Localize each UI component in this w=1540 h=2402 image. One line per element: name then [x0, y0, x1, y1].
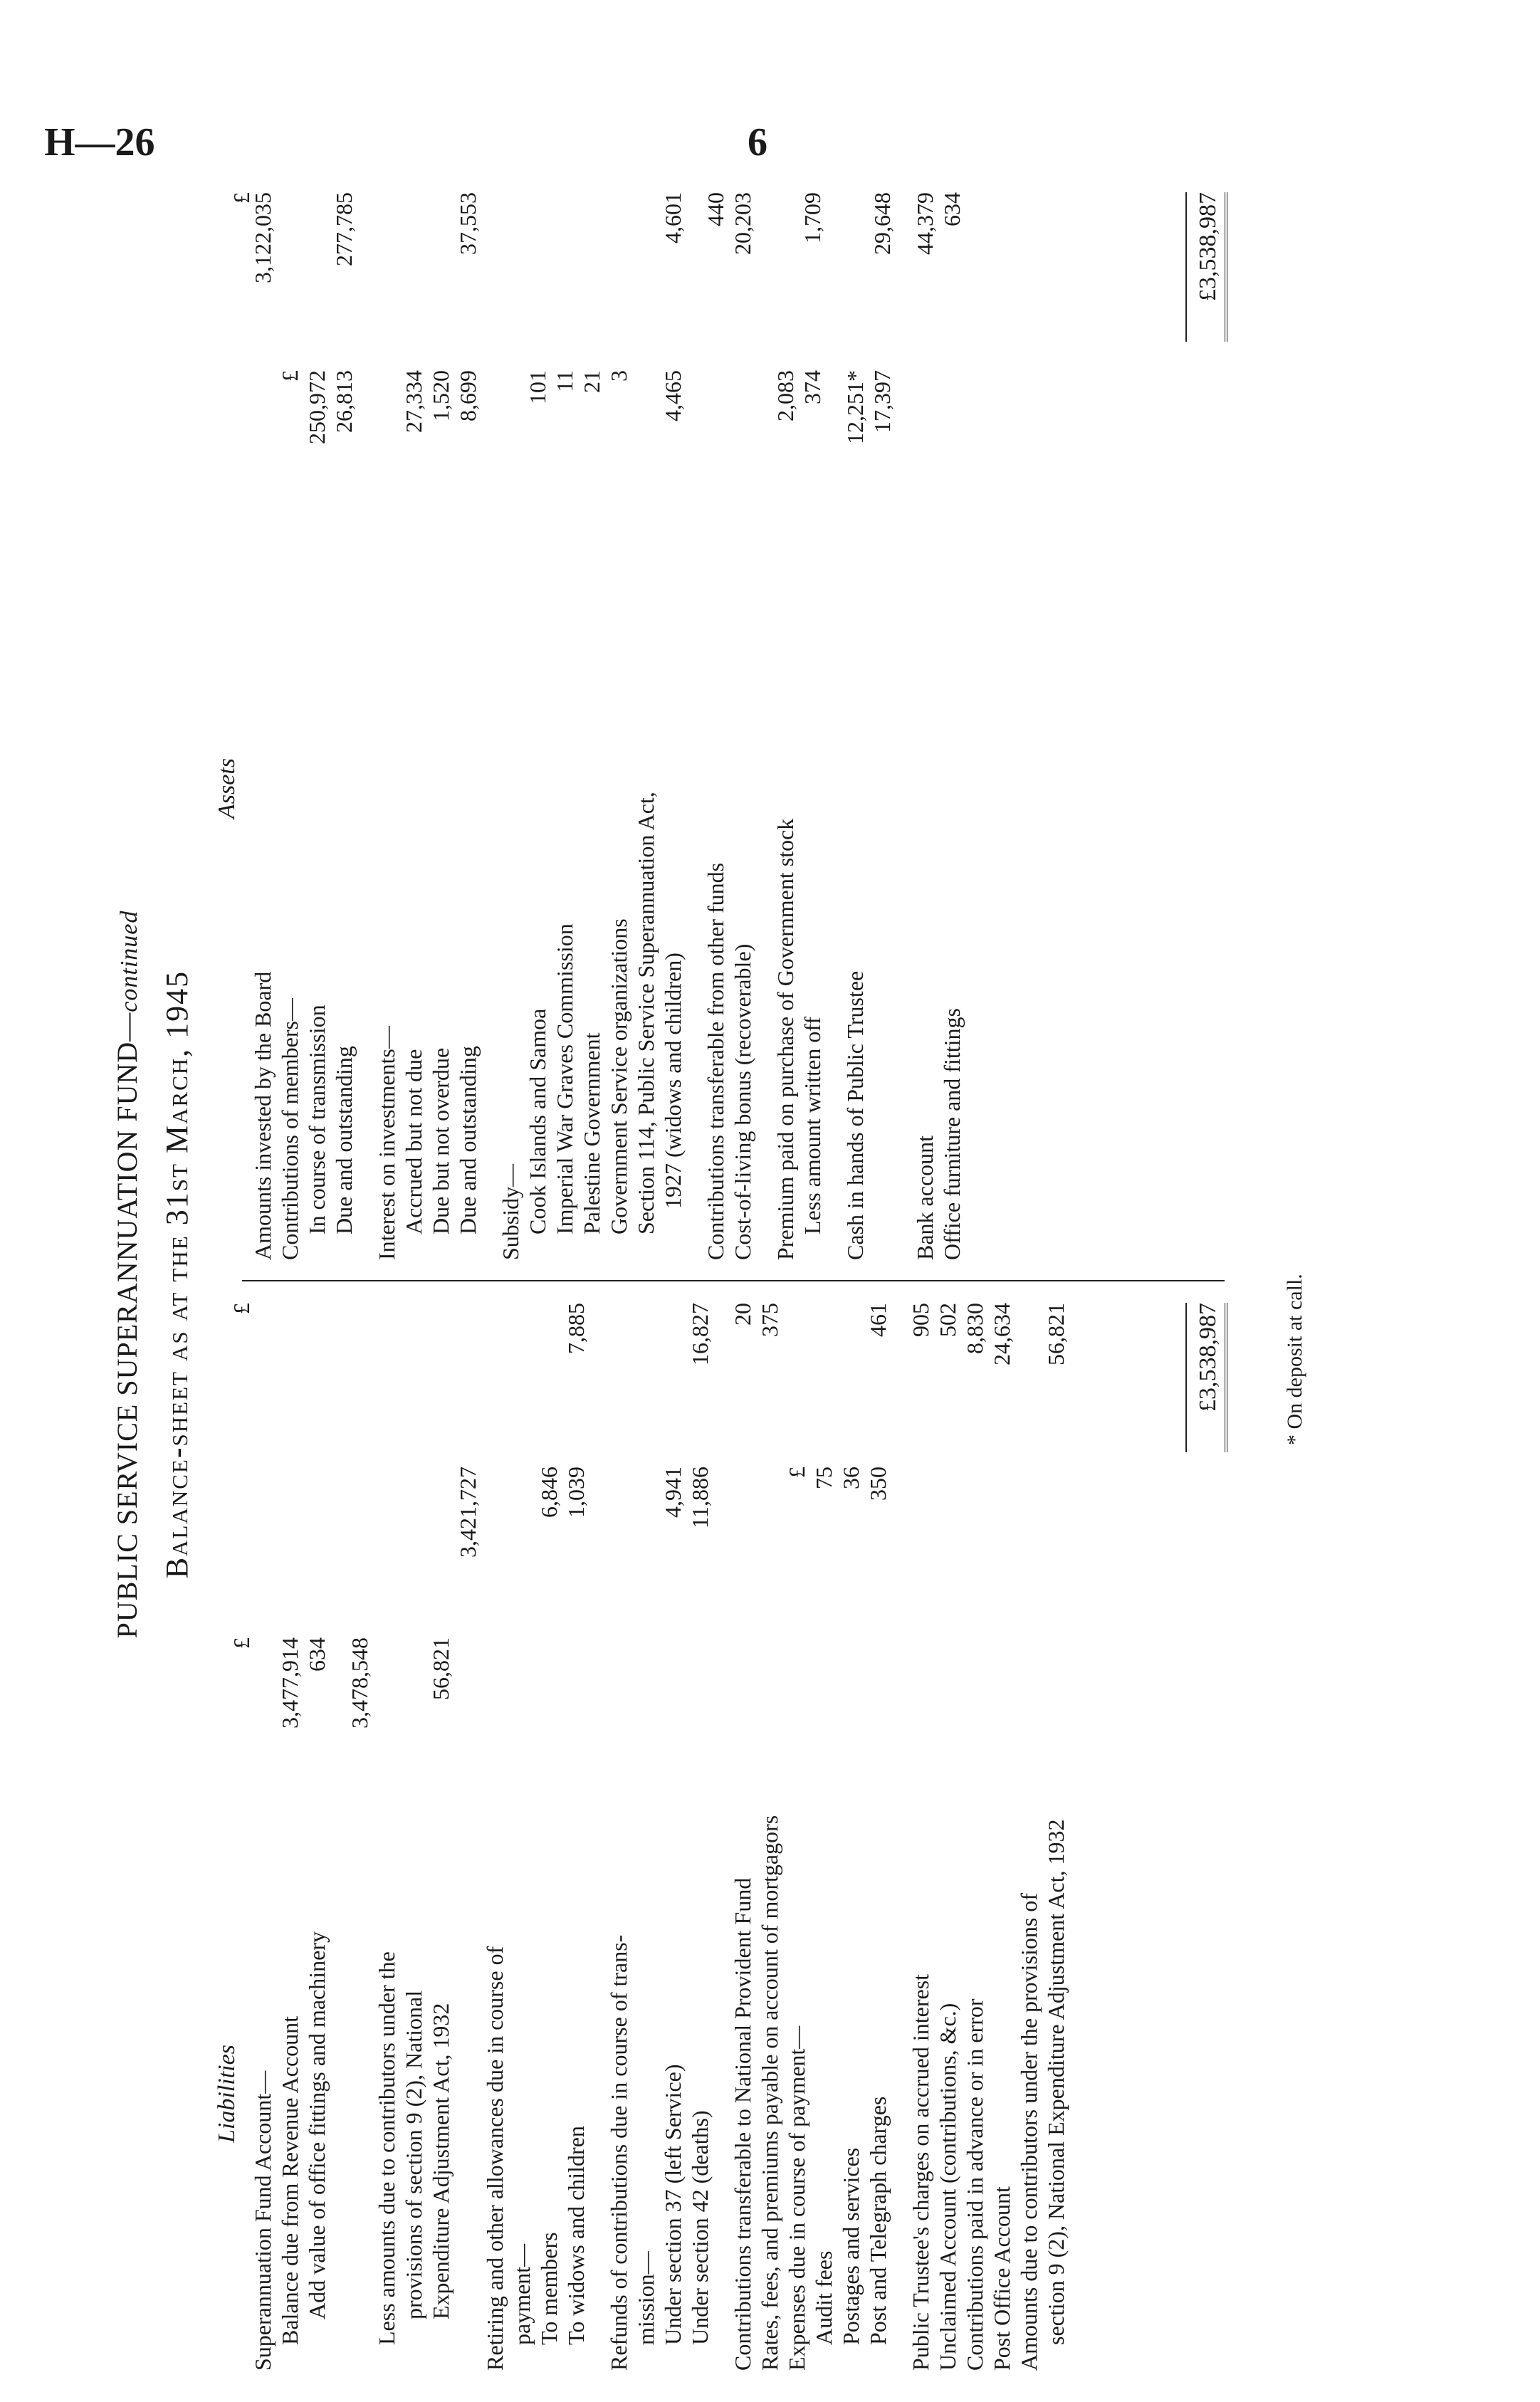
- table-row: [729, 1303, 756, 2371]
- row-label: Under section 37 (left Service): [660, 2064, 686, 2345]
- assets-heading: Assets: [214, 758, 240, 819]
- row-amount: 56,821: [1043, 1303, 1069, 1365]
- liabilities-total-rule: [1185, 1303, 1187, 1452]
- row-label: Public Trustee's charges on accrued interest: [908, 1973, 933, 2371]
- spacer: [357, 178, 373, 1260]
- spacer: [330, 1303, 346, 2371]
- row-label: To widows and children: [563, 2126, 589, 2345]
- column-divider: [242, 1280, 1225, 1281]
- row-label: Cash in hands of Public Trustee: [842, 970, 868, 1260]
- table-row: [934, 1303, 961, 2371]
- table-row: [276, 178, 303, 1260]
- row-amount: 26,813: [331, 370, 357, 433]
- row-amount: 17,397: [869, 370, 895, 433]
- row-label: Contributions paid in advance or in error: [962, 1998, 988, 2371]
- table-row: [837, 1303, 864, 2371]
- table-row: [869, 178, 896, 1260]
- table-row: [427, 1303, 454, 2371]
- row-label: mission—: [633, 2251, 659, 2345]
- row-amount: 8,699: [455, 370, 481, 421]
- assets-total: £3,538,987: [1195, 192, 1221, 301]
- table-row: [911, 178, 938, 1260]
- row-label: Under section 42 (deaths): [687, 2110, 713, 2345]
- footnote: * On deposit at call.: [1283, 1274, 1306, 1445]
- table-row: [454, 178, 481, 1260]
- row-label: Less amount written off: [800, 1016, 825, 1234]
- row-label: Retiring and other allowances due in course of: [482, 1946, 508, 2371]
- row-amount: 12,251*: [842, 370, 868, 444]
- row-amount: 2,083: [772, 370, 798, 421]
- row-amount: 374: [800, 370, 825, 404]
- row-label: Due but not overdue: [428, 1047, 454, 1234]
- row-amount: 21: [579, 370, 604, 393]
- table-row: [842, 178, 869, 1260]
- row-label: In course of transmission: [304, 1005, 330, 1234]
- row-amount: 375: [757, 1303, 782, 1337]
- table-row: [783, 1303, 810, 2371]
- row-label: Expenditure Adjustment Act, 1932: [428, 2003, 454, 2319]
- spacer: [686, 178, 702, 1260]
- spacer: [891, 1303, 907, 2371]
- row-label: Cook Islands and Samoa: [525, 1008, 550, 1234]
- row-label: Due and outstanding: [331, 1046, 357, 1234]
- row-amount: 56,821: [428, 1637, 454, 1700]
- table-row: [686, 1303, 713, 2371]
- row-label: Amounts due to contributors under the provisions of: [1016, 1892, 1042, 2371]
- row-amount: 20,203: [730, 192, 755, 255]
- table-row: [632, 1303, 659, 2371]
- table-row: [427, 178, 454, 1260]
- table-row: [729, 178, 756, 1260]
- sheet-subtitle: Balance-sheet as at the 31st March, 1945: [159, 970, 194, 1579]
- row-amount: 1,520: [428, 370, 454, 421]
- table-row: [907, 1303, 934, 2371]
- row-label: Subsidy—: [498, 1163, 523, 1260]
- row-label: Contributions transferable from other funds: [703, 862, 728, 1260]
- table-row: [632, 178, 659, 1260]
- table-row: [330, 178, 357, 1260]
- row-amount: 634: [304, 1637, 330, 1672]
- row-amount: 350: [865, 1467, 891, 1501]
- assets-total-double-rule: [1225, 192, 1227, 342]
- row-amount: 1,709: [800, 192, 825, 243]
- row-amount: 11,886: [687, 1467, 713, 1528]
- row-label: Add value of office fittings and machinery: [304, 1931, 330, 2319]
- table-row: [373, 178, 400, 1260]
- spacer: [896, 178, 911, 1260]
- table-row: [756, 1303, 783, 2371]
- row-amount: 905: [908, 1303, 933, 1337]
- row-amount: 4,941: [660, 1467, 686, 1518]
- row-label: provisions of section 9 (2), National: [401, 1990, 426, 2319]
- row-amount: 4,601: [660, 192, 686, 243]
- spacer: [713, 1303, 729, 2371]
- row-amount: 7,885: [563, 1303, 589, 1354]
- row-label: Palestine Government: [579, 1032, 604, 1234]
- row-amount: £: [784, 1467, 810, 1478]
- row-label: Refunds of contributions due in course of trans-: [606, 1934, 632, 2371]
- row-amount: £: [277, 370, 303, 382]
- row-amount: 37,553: [455, 192, 481, 255]
- row-amount: 3,477,914: [277, 1637, 303, 1729]
- table-row: [508, 1303, 535, 2371]
- row-amount: 16,827: [687, 1303, 713, 1365]
- table-row: [562, 1303, 590, 2371]
- row-label: Government Service organizations: [606, 918, 632, 1234]
- assets-column: [249, 178, 965, 1260]
- table-row: [276, 1303, 303, 2371]
- row-amount: 277,785: [331, 192, 357, 266]
- row-amount: 634: [939, 192, 965, 226]
- table-row: [938, 178, 965, 1260]
- row-label: section 9 (2), National Expenditure Adjustment Act, 1932: [1043, 1819, 1069, 2345]
- row-label: Cost-of-living bonus (recoverable): [730, 943, 755, 1260]
- table-row: [303, 178, 330, 1260]
- assets-total-rule: [1185, 192, 1187, 342]
- sheet-title: PUBLIC SERVICE SUPERANNUATION FUND—continued: [111, 910, 143, 1639]
- row-label: Superannuation Fund Account—: [250, 2070, 276, 2371]
- spacer: [590, 1303, 605, 2371]
- row-amount: 3,478,548: [347, 1637, 372, 1729]
- spacer: [756, 178, 772, 1260]
- table-row: [524, 178, 551, 1260]
- row-label: Due and outstanding: [455, 1046, 481, 1234]
- row-label: Balance due from Revenue Account: [277, 2015, 303, 2345]
- row-label: Unclaimed Account (contributions, &c.): [935, 2003, 960, 2371]
- table-row: [249, 1303, 276, 2371]
- row-label: Less amounts due to contributors under the: [374, 1951, 399, 2345]
- row-label: Interest on investments—: [374, 1026, 399, 1260]
- liabilities-total: £3,538,987: [1195, 1303, 1221, 1412]
- row-label: 1927 (widows and children): [660, 953, 686, 1209]
- table-row: [481, 1303, 508, 2371]
- row-label: Audit fees: [811, 2250, 837, 2345]
- liabilities-column: [249, 1303, 1069, 2371]
- row-amount: 20: [730, 1303, 755, 1326]
- table-row: [961, 1303, 988, 2371]
- table-row: [249, 178, 276, 1260]
- table-row: [864, 1303, 891, 2371]
- row-amount: 101: [525, 370, 550, 404]
- table-row: [454, 1303, 481, 2371]
- row-label: payment—: [509, 2243, 535, 2345]
- row-label: Accrued but not due: [401, 1049, 426, 1234]
- table-row: [497, 178, 524, 1260]
- liabilities-currency-1: £: [229, 1637, 254, 1649]
- row-amount: 502: [935, 1303, 960, 1337]
- row-amount: 11: [552, 370, 577, 392]
- row-amount: 8,830: [962, 1303, 988, 1354]
- row-amount: 250,972: [304, 370, 330, 444]
- table-row: [346, 1303, 373, 2371]
- table-row: [799, 178, 826, 1260]
- table-row: [659, 178, 686, 1260]
- table-row: [605, 178, 632, 1260]
- row-amount: 36: [838, 1467, 864, 1489]
- row-amount: 3,122,035: [250, 192, 276, 283]
- spacer: [481, 178, 497, 1260]
- document-reference: H—26: [44, 120, 155, 164]
- table-row: [772, 178, 799, 1260]
- row-amount: 3,421,727: [455, 1467, 481, 1558]
- row-label: Rates, fees, and premiums payable on account of mortgagors: [757, 1815, 782, 2371]
- row-label: Bank account: [912, 1135, 938, 1260]
- row-label: Expenses due in course of payment—: [784, 2025, 810, 2371]
- table-row: [810, 1303, 837, 2371]
- table-row: [659, 1303, 686, 2371]
- row-amount: 4,465: [660, 370, 686, 421]
- row-label: Imperial War Graves Commission: [552, 923, 577, 1234]
- table-row: [578, 178, 605, 1260]
- liabilities-currency-2: £: [229, 1303, 254, 1314]
- table-row: [1015, 1303, 1042, 2371]
- row-amount: 6,846: [536, 1467, 562, 1518]
- table-row: [400, 178, 427, 1260]
- assets-currency: £: [229, 192, 254, 204]
- table-row: [303, 1303, 330, 2371]
- row-amount: 27,334: [401, 370, 426, 433]
- page-number: 6: [748, 120, 768, 164]
- liabilities-total-double-rule: [1225, 1303, 1227, 1452]
- table-row: [551, 178, 578, 1260]
- table-row: [400, 1303, 427, 2371]
- row-label: To members: [536, 2232, 562, 2345]
- spacer: [826, 178, 842, 1260]
- row-amount: 75: [811, 1467, 837, 1489]
- row-amount: 3: [606, 370, 632, 382]
- row-label: Amounts invested by the Board: [250, 971, 276, 1260]
- table-row: [988, 1303, 1015, 2371]
- row-amount: 440: [703, 192, 728, 226]
- liabilities-heading: Liabilities: [214, 2045, 240, 2143]
- table-row: [535, 1303, 562, 2371]
- row-label: Postages and services: [838, 2147, 864, 2345]
- row-amount: 1,039: [563, 1467, 589, 1518]
- row-label: Premium paid on purchase of Government stock: [772, 818, 798, 1260]
- row-label: Office furniture and fittings: [939, 1008, 965, 1260]
- row-label: Contributions transferable to National Provident Fund: [730, 1877, 755, 2371]
- row-amount: 44,379: [912, 192, 938, 255]
- row-label: Section 114, Public Service Superannuation Act,: [633, 792, 659, 1234]
- row-amount: 24,634: [989, 1303, 1015, 1365]
- row-label: Post and Telegraph charges: [865, 2096, 891, 2345]
- row-amount: 461: [865, 1303, 891, 1337]
- row-amount: 29,648: [869, 192, 895, 255]
- row-label: Post Office Account: [989, 2186, 1015, 2371]
- table-row: [605, 1303, 632, 2371]
- row-label: Contributions of members—: [277, 998, 303, 1260]
- table-row: [1042, 1303, 1069, 2371]
- table-row: [373, 1303, 400, 2371]
- table-row: [702, 178, 729, 1260]
- balance-sheet: [111, 178, 1395, 2371]
